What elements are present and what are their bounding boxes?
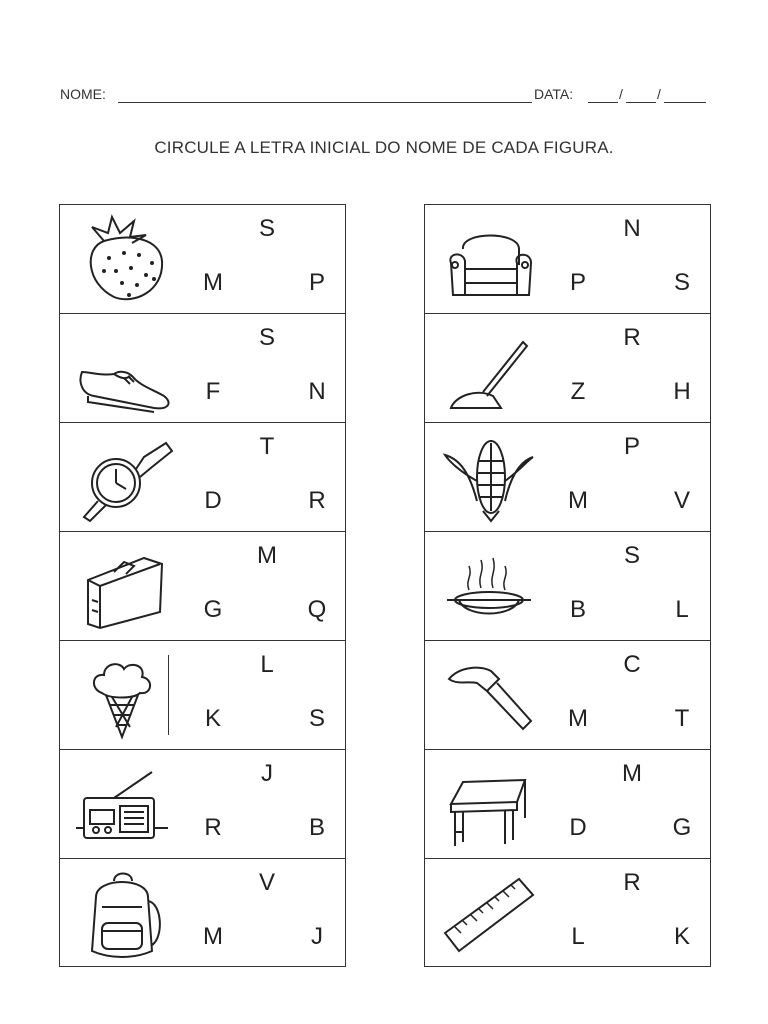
letter-option[interactable]: P <box>623 433 640 460</box>
letter-option[interactable]: G <box>672 814 692 841</box>
letter-option[interactable]: Z <box>570 378 586 405</box>
hammer-icon <box>439 649 539 741</box>
letter-option[interactable]: R <box>623 869 641 896</box>
letter-option[interactable]: T <box>259 433 275 460</box>
letter-option[interactable]: R <box>623 324 641 351</box>
sofa-icon <box>439 213 539 305</box>
letter-option[interactable]: Q <box>307 596 327 623</box>
card-divider <box>168 655 169 735</box>
letter-option[interactable]: D <box>569 814 587 841</box>
letter-option[interactable]: D <box>204 487 222 514</box>
left-column <box>59 204 346 967</box>
strawberry-icon <box>74 213 174 305</box>
exercise-card <box>424 422 711 531</box>
exercise-card <box>424 531 711 640</box>
letter-option[interactable]: S <box>623 542 640 569</box>
right-column <box>424 204 711 967</box>
letter-option[interactable]: M <box>257 542 277 569</box>
soup-plate-icon <box>439 540 539 632</box>
header <box>60 86 710 108</box>
letter-option[interactable]: N <box>308 378 326 405</box>
letter-option[interactable]: V <box>258 869 275 896</box>
exercise-card <box>424 749 711 858</box>
letter-option[interactable]: N <box>623 215 641 242</box>
exercise-card <box>59 749 346 858</box>
name-label: NOME: <box>60 86 106 102</box>
shoe-icon <box>74 322 174 414</box>
letter-option[interactable]: V <box>673 487 690 514</box>
letter-option[interactable]: L <box>260 651 274 678</box>
letter-option[interactable]: J <box>261 760 273 787</box>
letter-option[interactable]: S <box>673 269 690 296</box>
letter-option[interactable]: T <box>674 705 690 732</box>
exercise-card <box>59 640 346 749</box>
date-separator: / <box>657 86 661 102</box>
ice-cream-icon <box>74 649 174 741</box>
letter-option[interactable]: H <box>673 378 691 405</box>
letter-option[interactable]: M <box>622 760 642 787</box>
radio-icon <box>74 758 174 850</box>
letter-option[interactable]: F <box>205 378 221 405</box>
letter-option[interactable]: P <box>569 269 586 296</box>
instruction-text: CIRCULE A LETRA INICIAL DO NOME DE CADA FIGURA. <box>154 138 614 157</box>
exercise-card <box>59 858 346 967</box>
corn-icon <box>439 431 539 523</box>
exercise-card <box>59 422 346 531</box>
letter-option[interactable]: J <box>311 923 323 950</box>
letter-option[interactable]: G <box>203 596 223 623</box>
date-day-field[interactable] <box>588 102 618 103</box>
letter-option[interactable]: B <box>308 814 325 841</box>
date-label: DATA: <box>534 86 574 102</box>
letter-option[interactable]: L <box>675 596 689 623</box>
hoe-icon <box>439 322 539 414</box>
letter-option[interactable]: K <box>204 705 221 732</box>
exercise-card <box>59 531 346 640</box>
letter-option[interactable]: S <box>308 705 325 732</box>
letter-option[interactable]: K <box>673 923 690 950</box>
exercise-card <box>424 204 711 313</box>
exercise-card <box>424 640 711 749</box>
letter-option[interactable]: R <box>308 487 326 514</box>
letter-option[interactable]: M <box>568 487 588 514</box>
letter-option[interactable]: P <box>308 269 325 296</box>
letter-option[interactable]: M <box>203 269 223 296</box>
ruler-icon <box>439 867 539 959</box>
letter-option[interactable]: S <box>258 324 275 351</box>
letter-option[interactable]: C <box>623 651 641 678</box>
table-icon <box>439 758 539 850</box>
letter-option[interactable]: S <box>258 215 275 242</box>
date-year-field[interactable] <box>664 102 706 103</box>
backpack-icon <box>74 867 174 959</box>
exercise-card <box>424 858 711 967</box>
date-month-field[interactable] <box>626 102 656 103</box>
suitcase-icon <box>74 540 174 632</box>
letter-option[interactable]: R <box>204 814 222 841</box>
letter-option[interactable]: M <box>203 923 223 950</box>
name-field[interactable] <box>118 102 532 103</box>
date-separator: / <box>619 86 623 102</box>
letter-option[interactable]: B <box>569 596 586 623</box>
exercise-card <box>59 204 346 313</box>
exercise-card <box>59 313 346 422</box>
watch-icon <box>74 431 174 523</box>
letter-option[interactable]: L <box>571 923 585 950</box>
exercise-card <box>424 313 711 422</box>
letter-option[interactable]: M <box>568 705 588 732</box>
